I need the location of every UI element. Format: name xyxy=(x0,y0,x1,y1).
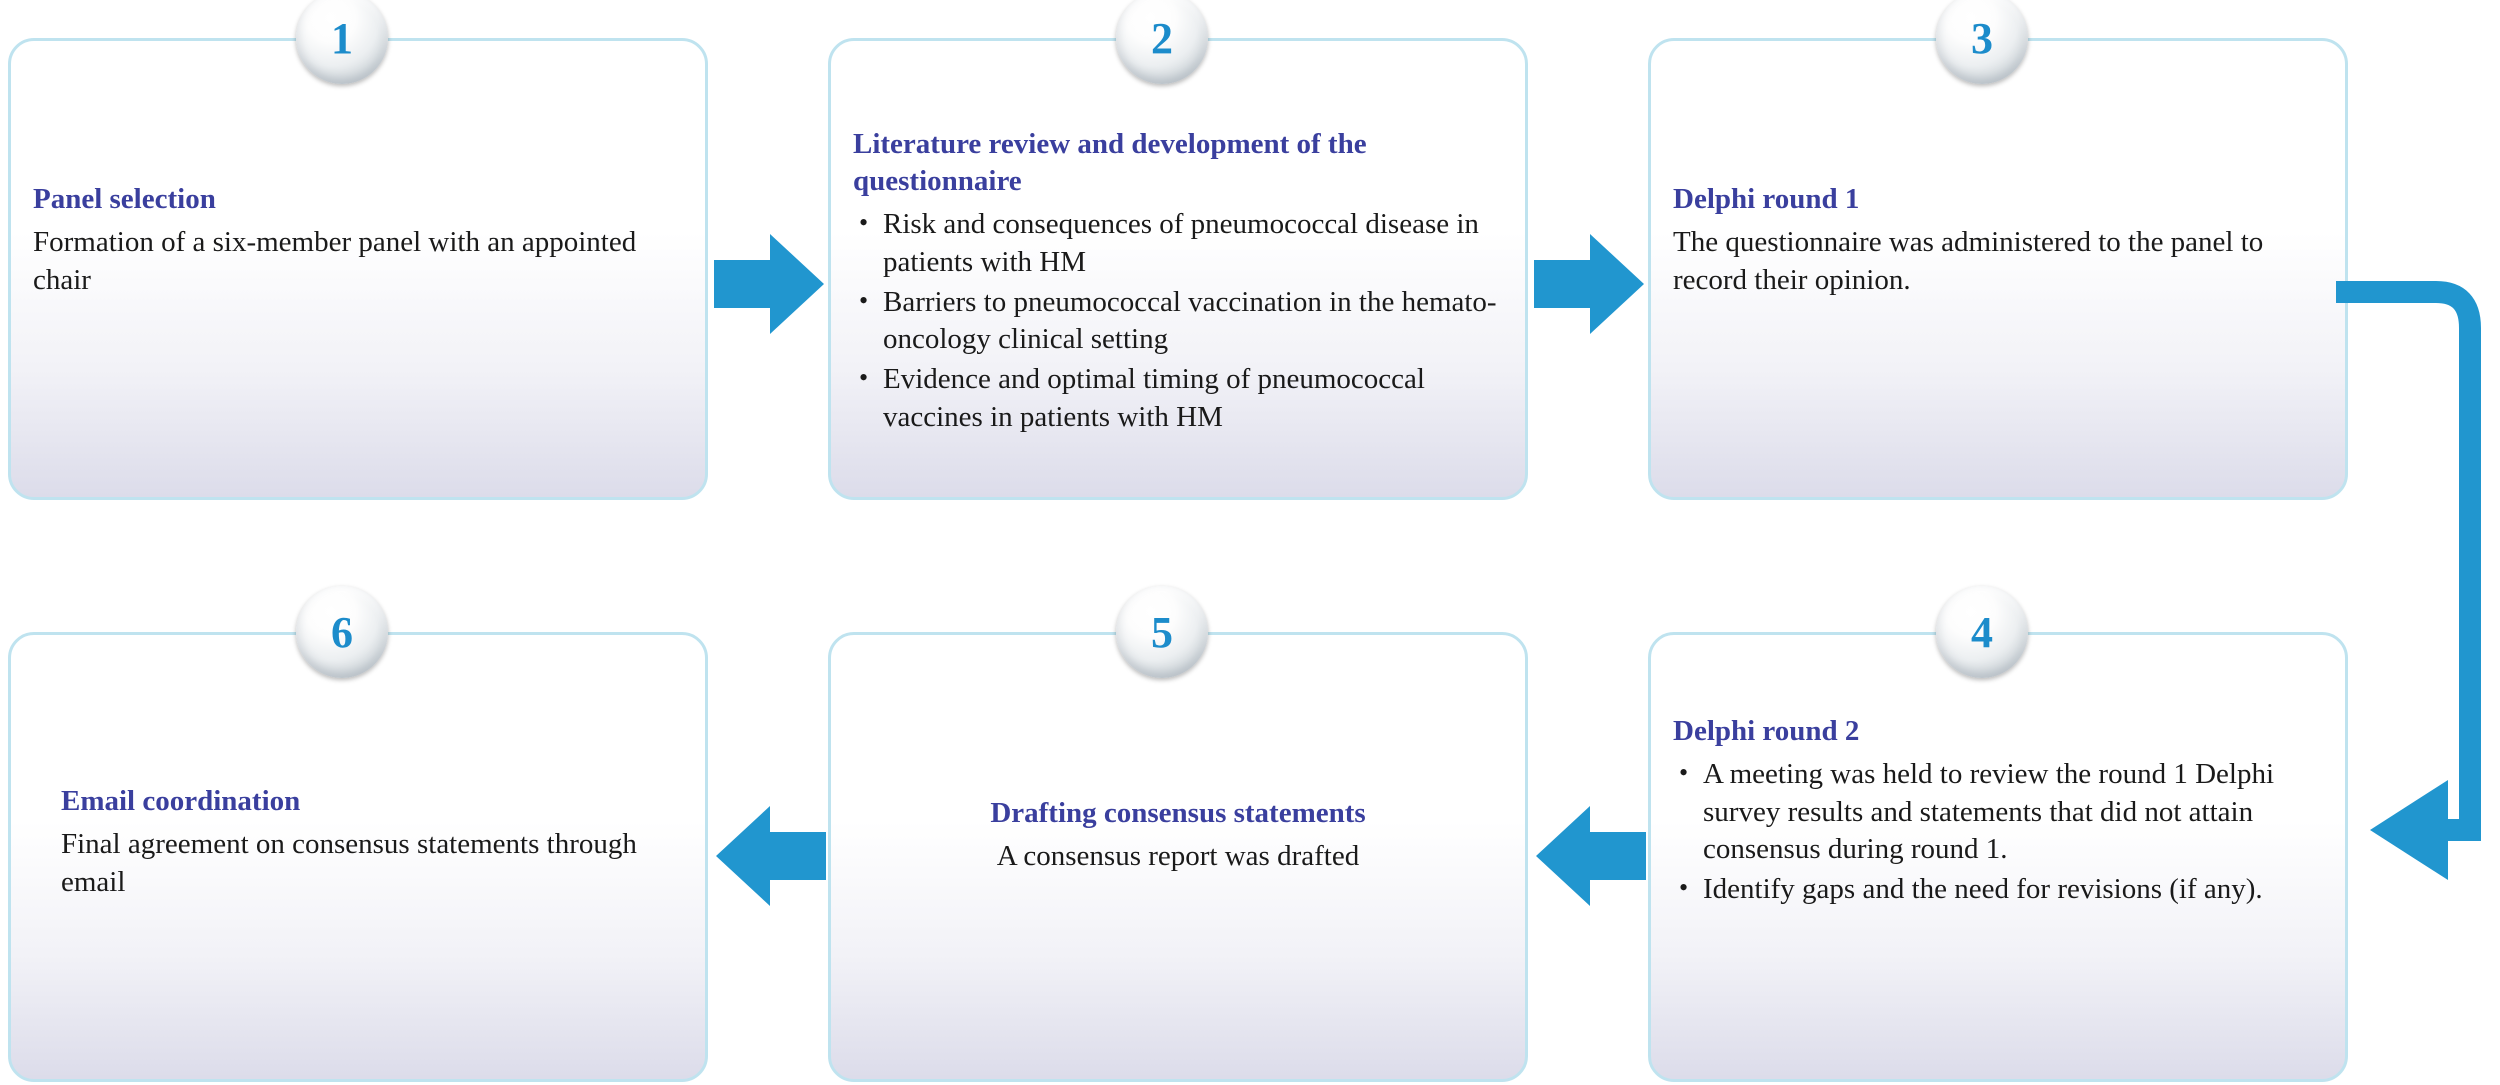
arrow-step2-to-step3 xyxy=(1534,228,1646,340)
list-item: • Evidence and optimal timing of pneumococcal vaccines in patients with HM xyxy=(883,361,1503,436)
step-badge-5-label: 5 xyxy=(1151,607,1173,657)
step-badge-1-label: 1 xyxy=(331,13,353,63)
step-4-bullets xyxy=(1673,756,2323,909)
step-box-6 xyxy=(8,632,708,1082)
list-item: • A meeting was held to review the round 1 Delphi survey results and statements that did not attain consensus during round 1. xyxy=(1703,756,2323,869)
step-badge-2-label: 2 xyxy=(1151,13,1173,63)
step-box-3 xyxy=(1648,38,2348,500)
step-3-title: Delphi round 1 xyxy=(1673,183,1860,215)
arrow-step4-to-step5 xyxy=(1534,800,1646,912)
step-box-5 xyxy=(828,632,1528,1082)
step-5-title: Drafting consensus statements xyxy=(990,797,1366,829)
step-6-body: Final agreement on consensus statements through email xyxy=(61,828,637,898)
step-badge-3-label: 3 xyxy=(1971,13,1993,63)
step-4-title: Delphi round 2 xyxy=(1673,715,1860,747)
arrow-step5-to-step6 xyxy=(714,800,826,912)
step-2-title: Literature review and development of the questionnaire xyxy=(853,128,1367,198)
step-5-body: A consensus report was drafted xyxy=(996,840,1360,873)
step-1-title: Panel selection xyxy=(33,183,216,215)
step-badge-4 xyxy=(1936,586,2028,678)
step-box-1 xyxy=(8,38,708,500)
step-2-bullets xyxy=(853,206,1503,436)
step-6-title: Email coordination xyxy=(61,785,301,817)
step-badge-4-label: 4 xyxy=(1971,607,1993,657)
arrow-step1-to-step2 xyxy=(714,228,826,340)
list-item: • Identify gaps and the need for revisions (if any). xyxy=(1703,871,2323,909)
step-badge-6-label: 6 xyxy=(331,607,353,657)
list-item: • Barriers to pneumococcal vaccination in the hemato-oncology clinical setting xyxy=(883,284,1503,359)
step-badge-5 xyxy=(1116,586,1208,678)
step-box-4 xyxy=(1648,632,2348,1082)
list-item: • Risk and consequences of pneumococcal disease in patients with HM xyxy=(883,206,1503,281)
step-box-2 xyxy=(828,38,1528,500)
step-3-body: The questionnaire was administered to the panel to record their opinion. xyxy=(1673,226,2264,296)
step-1-body: Formation of a six-member panel with an appointed chair xyxy=(33,226,637,296)
step-badge-6 xyxy=(296,586,388,678)
arrow-step3-to-step4 xyxy=(2336,240,2500,920)
